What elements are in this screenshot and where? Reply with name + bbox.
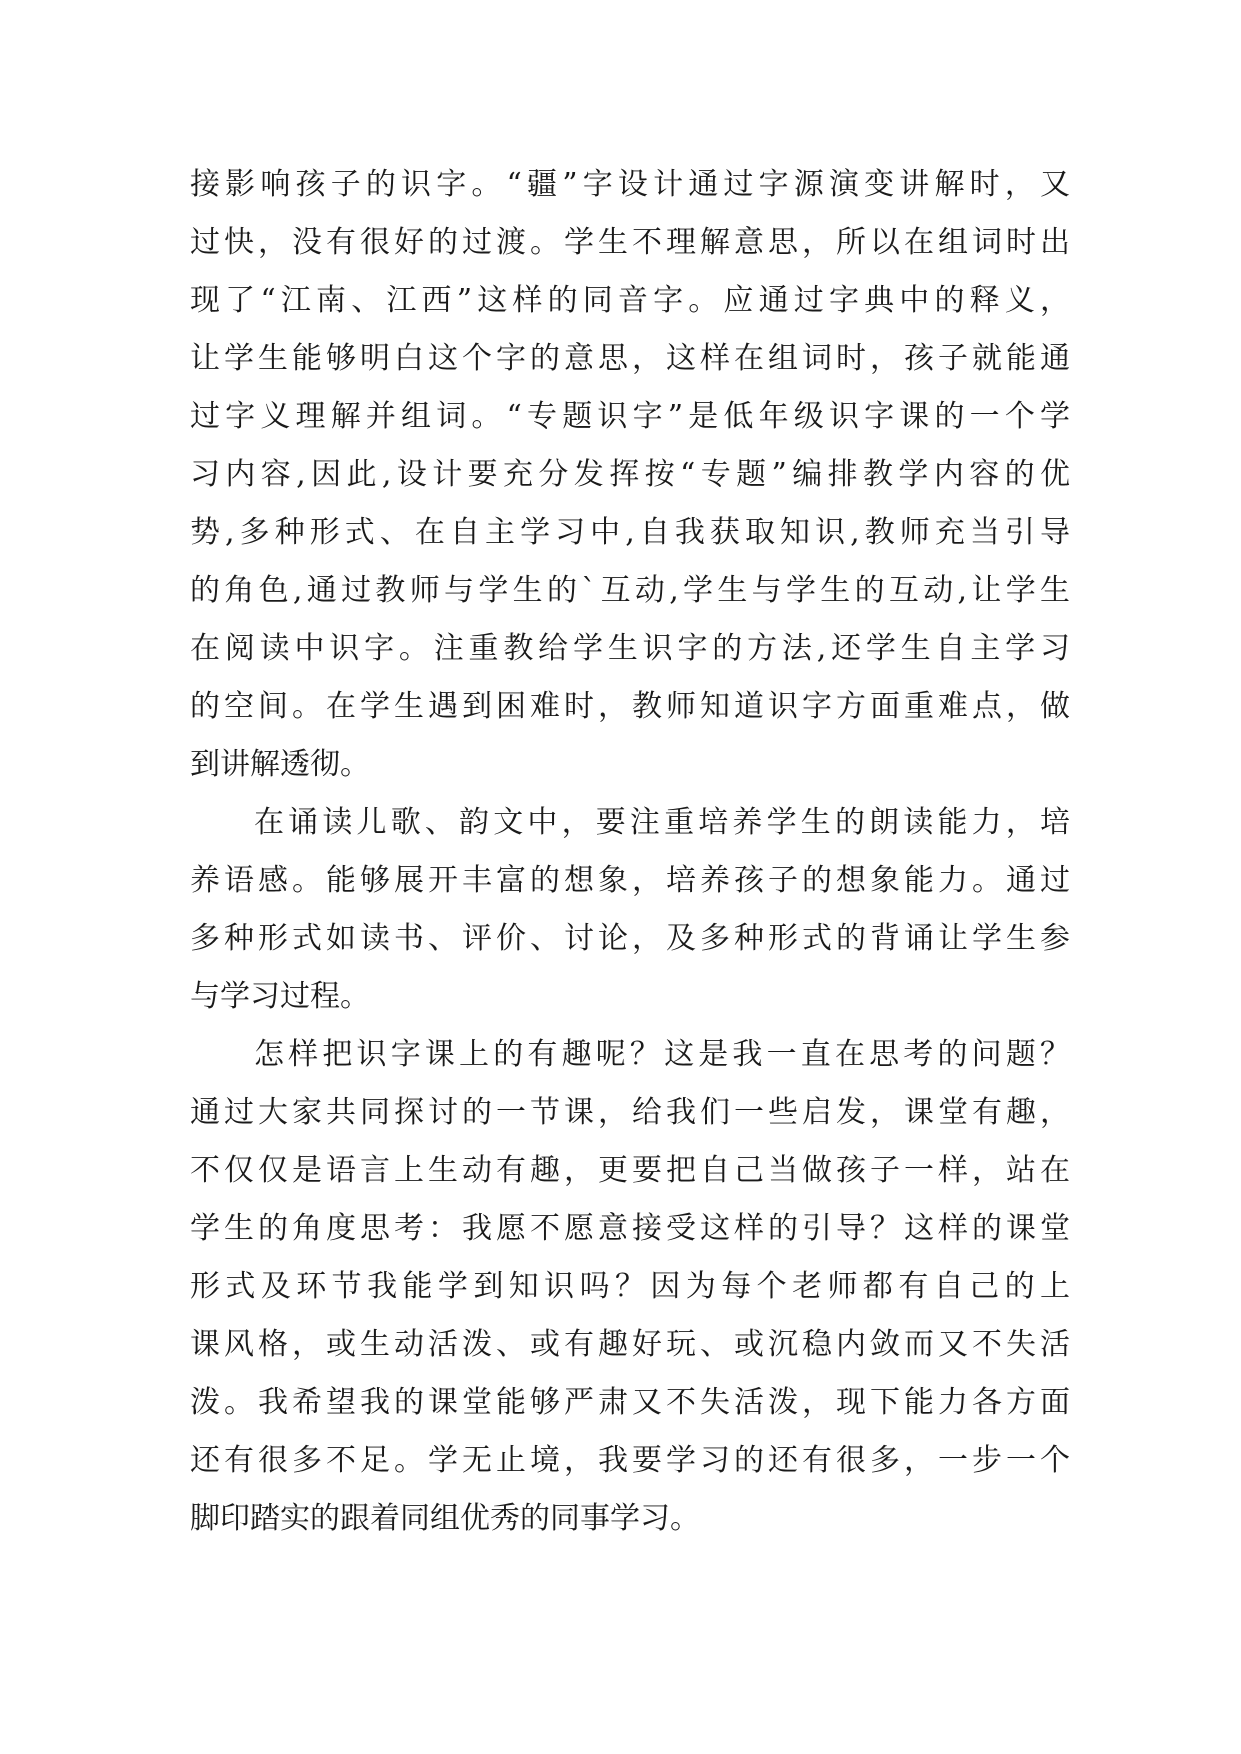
text-line: 形式及环节我能学到知识吗？因为每个老师都有自己的上 bbox=[190, 1269, 1070, 1304]
text-line: 的空间。在学生遇到困难时，教师知道识字方面重难点，做 bbox=[190, 689, 1070, 724]
text-line: 泼。我希望我的课堂能够严肃又不失活泼，现下能力各方面 bbox=[190, 1385, 1070, 1420]
text-line: 通过大家共同探讨的一节课，给我们一些启发，课堂有趣， bbox=[190, 1095, 1070, 1130]
paragraph bbox=[190, 156, 1070, 794]
text-line: 现了“江南、江西”这样的同音字。应通过字典中的释义， bbox=[190, 283, 1070, 318]
paragraph bbox=[190, 794, 1070, 1026]
document-body bbox=[190, 156, 1070, 1548]
text-line: 与学习过程。 bbox=[190, 979, 370, 1014]
text-line: 势,多种形式、在自主学习中,自我获取知识,教师充当引导 bbox=[190, 515, 1070, 550]
text-line: 不仅仅是语言上生动有趣，更要把自己当做孩子一样，站在 bbox=[190, 1153, 1070, 1188]
text-line: 过快，没有很好的过渡。学生不理解意思，所以在组词时出 bbox=[190, 225, 1070, 260]
text-line: 养语感。能够展开丰富的想象，培养孩子的想象能力。通过 bbox=[190, 863, 1070, 898]
text-line: 课风格，或生动活泼、或有趣好玩、或沉稳内敛而又不失活 bbox=[190, 1327, 1070, 1362]
text-line: 的角色,通过教师与学生的`互动,学生与学生的互动,让学生 bbox=[190, 573, 1070, 608]
text-line: 学生的角度思考：我愿不愿意接受这样的引导？这样的课堂 bbox=[190, 1211, 1070, 1246]
text-line: 让学生能够明白这个字的意思，这样在组词时，孩子就能通 bbox=[190, 341, 1070, 376]
text-line: 多种形式如读书、评价、讨论，及多种形式的背诵让学生参 bbox=[190, 921, 1070, 956]
text-line: 在诵读儿歌、韵文中，要注重培养学生的朗读能力，培 bbox=[254, 805, 1070, 840]
text-line: 接影响孩子的识字。“疆”字设计通过字源演变讲解时，又 bbox=[190, 167, 1070, 202]
text-line: 到讲解透彻。 bbox=[190, 747, 370, 782]
text-line: 习内容,因此,设计要充分发挥按“专题”编排教学内容的优 bbox=[190, 457, 1070, 492]
text-line: 脚印踏实的跟着同组优秀的同事学习。 bbox=[190, 1501, 700, 1536]
text-line: 还有很多不足。学无止境，我要学习的还有很多，一步一个 bbox=[190, 1443, 1070, 1478]
text-line: 在阅读中识字。注重教给学生识字的方法,还学生自主学习 bbox=[190, 631, 1070, 666]
text-line: 过字义理解并组词。“专题识字”是低年级识字课的一个学 bbox=[190, 399, 1070, 434]
text-line: 怎样把识字课上的有趣呢？这是我一直在思考的问题？ bbox=[254, 1037, 1070, 1072]
paragraph bbox=[190, 1026, 1070, 1548]
